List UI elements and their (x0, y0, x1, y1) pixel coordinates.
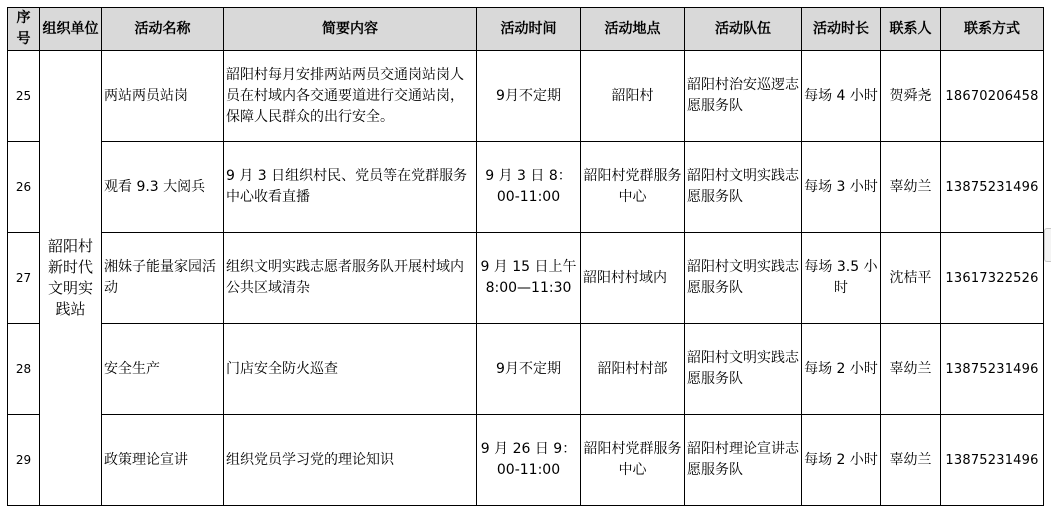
cell-time: 9月不定期 (477, 51, 581, 142)
cell-name: 观看 9.3 大阅兵 (102, 142, 224, 233)
cell-duration: 每场 3 小时 (802, 142, 881, 233)
cell-phone: 18670206458 (941, 51, 1044, 142)
cell-seq: 27 (8, 233, 40, 324)
header-content: 简要内容 (224, 8, 477, 51)
cell-contact: 沈桔平 (881, 233, 941, 324)
header-phone: 联系方式 (941, 8, 1044, 51)
cell-name: 湘妹子能量家园活动 (102, 233, 224, 324)
table-row (8, 233, 1044, 324)
cell-team: 韶阳村文明实践志愿服务队 (685, 142, 802, 233)
cell-duration: 每场 3.5 小时 (802, 233, 881, 324)
header-name: 活动名称 (102, 8, 224, 51)
table-row (8, 415, 1044, 506)
cell-seq: 25 (8, 51, 40, 142)
cell-phone: 13875231496 (941, 415, 1044, 506)
header-contact: 联系人 (881, 8, 941, 51)
cell-contact: 辜幼兰 (881, 324, 941, 415)
cell-time: 9月不定期 (477, 324, 581, 415)
cell-team: 韶阳村治安巡逻志愿服务队 (685, 51, 802, 142)
header-row (8, 8, 1044, 51)
cell-team: 韶阳村理论宣讲志愿服务队 (685, 415, 802, 506)
cell-time: 9 月 15 日上午 8:00—11:30 (477, 233, 581, 324)
cell-place: 韶阳村党群服务中心 (581, 415, 685, 506)
header-team: 活动队伍 (685, 8, 802, 51)
header-seq: 序号 (8, 8, 40, 51)
cell-content: 9 月 3 日组织村民、党员等在党群服务中心收看直播 (224, 142, 477, 233)
cell-name: 政策理论宣讲 (102, 415, 224, 506)
cell-contact: 辜幼兰 (881, 142, 941, 233)
cell-place: 韶阳村村部 (581, 324, 685, 415)
cell-name: 安全生产 (102, 324, 224, 415)
table-row (8, 324, 1044, 415)
cell-time: 9 月 3 日 8：00-11:00 (477, 142, 581, 233)
cell-seq: 26 (8, 142, 40, 233)
cell-content: 门店安全防火巡查 (224, 324, 477, 415)
header-time: 活动时间 (477, 8, 581, 51)
cell-seq: 28 (8, 324, 40, 415)
cell-duration: 每场 2 小时 (802, 415, 881, 506)
table-row (8, 51, 1044, 142)
activity-table (7, 7, 1044, 506)
header-duration: 活动时长 (802, 8, 881, 51)
cell-phone: 13875231496 (941, 324, 1044, 415)
cell-team: 韶阳村文明实践志愿服务队 (685, 324, 802, 415)
cell-phone: 13875231496 (941, 142, 1044, 233)
cell-contact: 辜幼兰 (881, 415, 941, 506)
cell-team: 韶阳村文明实践志愿服务队 (685, 233, 802, 324)
cell-name: 两站两员站岗 (102, 51, 224, 142)
cell-contact: 贺舜尧 (881, 51, 941, 142)
table-row (8, 142, 1044, 233)
cell-place: 韶阳村党群服务中心 (581, 142, 685, 233)
cell-phone: 13617322526 (941, 233, 1044, 324)
cell-place: 韶阳村 (581, 51, 685, 142)
cell-content: 组织党员学习党的理论知识 (224, 415, 477, 506)
cell-place: 韶阳村村域内 (581, 233, 685, 324)
cell-duration: 每场 4 小时 (802, 51, 881, 142)
cell-org: 韶阳村新时代文明实践站 (40, 51, 102, 506)
cell-seq: 29 (8, 415, 40, 506)
header-place: 活动地点 (581, 8, 685, 51)
cell-time: 9 月 26 日 9：00-11:00 (477, 415, 581, 506)
cell-duration: 每场 2 小时 (802, 324, 881, 415)
header-org: 组织单位 (40, 8, 102, 51)
scroll-handle[interactable] (1044, 228, 1051, 262)
cell-content: 韶阳村每月安排两站两员交通岗站岗人员在村域内各交通要道进行交通站岗，保障人民群众的出行安全。 (224, 51, 477, 142)
cell-content: 组织文明实践志愿者服务队开展村域内公共区域清杂 (224, 233, 477, 324)
